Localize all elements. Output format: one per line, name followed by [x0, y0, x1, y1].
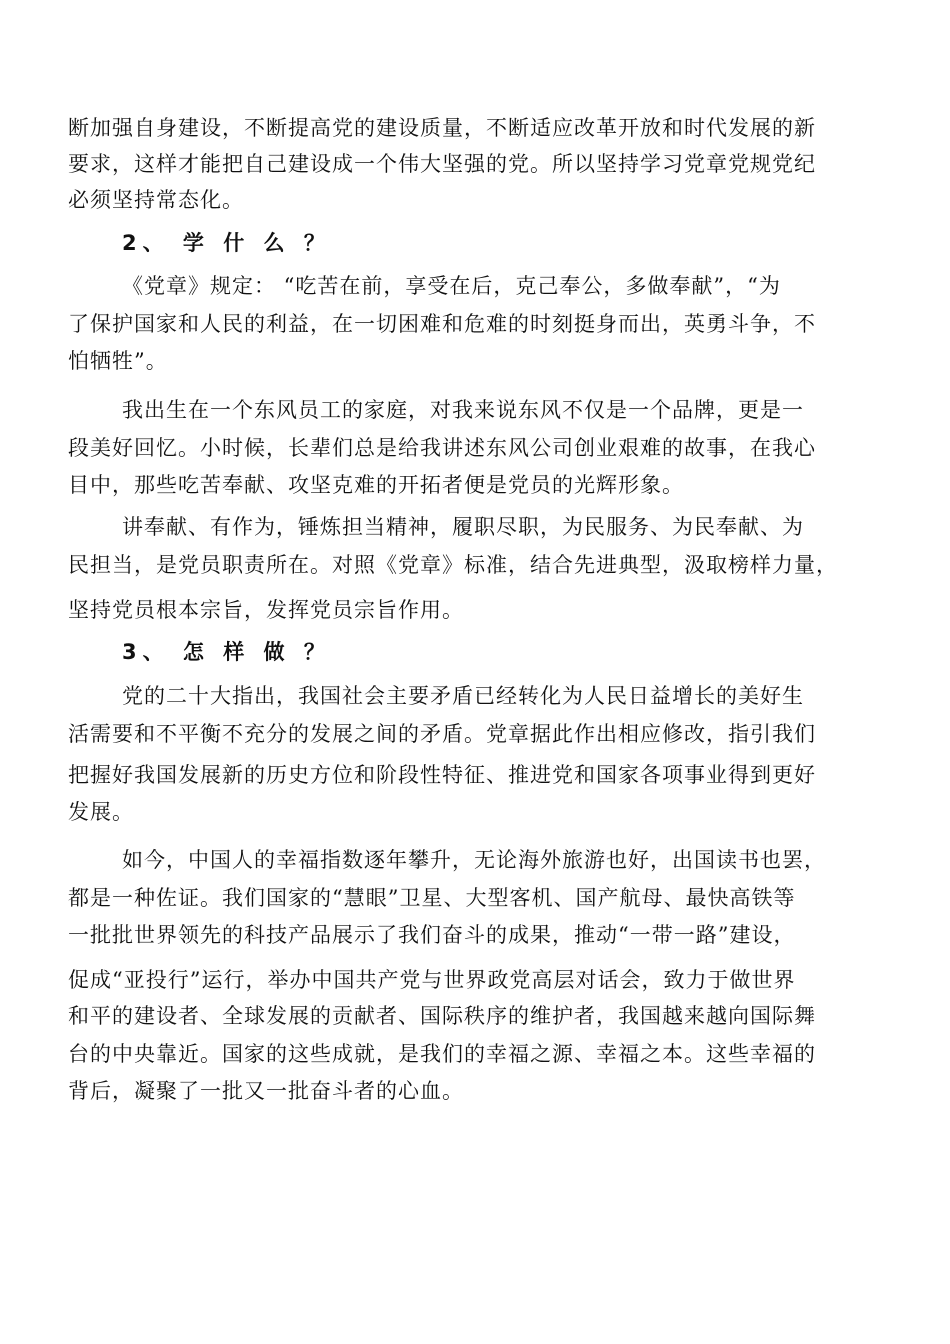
- body-text-line: 党的二十大指出，我国社会主要矛盾已经转化为人民日益增长的美好生: [122, 684, 804, 708]
- body-text-line: 一批批世界领先的科技产品展示了我们奋斗的成果，推动“一带一路”建设，: [68, 923, 796, 947]
- body-text-line: 《党章》规定： “吃苦在前，享受在后，克己奉公，多做奉献”，“为: [122, 274, 781, 298]
- body-text-line: 要求，这样才能把自己建设成一个伟大坚强的党。所以坚持学习党章党规党纪: [68, 152, 816, 176]
- body-text-line: 都是一种佐证。我们国家的“慧眼”卫星、大型客机、国产航母、最快高铁等: [68, 886, 796, 910]
- section-heading: 3、 怎 样 做 ？: [122, 640, 331, 664]
- body-text-line: 段美好回忆。小时候，长辈们总是给我讲述东风公司创业艰难的故事，在我心: [68, 436, 816, 460]
- body-text-line: 讲奉献、有作为，锤炼担当精神，履职尽职，为民服务、为民奉献、为: [122, 515, 804, 539]
- body-text-line: 目中，那些吃苦奉献、攻坚克难的开拓者便是党员的光辉形象。: [68, 473, 684, 497]
- body-text-line: 我出生在一个东风员工的家庭，对我来说东风不仅是一个品牌，更是一: [122, 398, 804, 422]
- body-text-line: 活需要和不平衡不充分的发展之间的矛盾。党章据此作出相应修改，指引我们: [68, 722, 816, 746]
- body-text-line: 了保护国家和人民的利益，在一切困难和危难的时刻挺身而出，英勇斗争，不: [68, 312, 816, 336]
- body-text-line: 必须坚持常态化。: [68, 188, 244, 212]
- body-text-line: 断加强自身建设，不断提高党的建设质量，不断适应改革开放和时代发展的新: [68, 116, 816, 140]
- section-heading: 2、 学 什 么 ？: [122, 231, 331, 255]
- body-text-line: 民担当，是党员职责所在。对照《党章》标准，结合先进典型，汲取榜样力量，: [68, 553, 838, 577]
- body-text-line: 把握好我国发展新的历史方位和阶段性特征、推进党和国家各项事业得到更好: [68, 763, 816, 787]
- body-text-line: 背后，凝聚了一批又一批奋斗者的心血。: [68, 1079, 464, 1103]
- body-text-line: 如今，中国人的幸福指数逐年攀升，无论海外旅游也好，出国读书也罢，: [122, 848, 826, 872]
- body-text-line: 发展。: [68, 800, 134, 824]
- body-text-line: 促成“亚投行”运行，举办中国共产党与世界政党高层对话会，致力于做世界: [68, 968, 796, 992]
- body-text-line: 坚持党员根本宗旨，发挥党员宗旨作用。: [68, 598, 464, 622]
- body-text-line: 怕牺牲”。: [68, 349, 168, 373]
- body-text-line: 台的中央靠近。国家的这些成就，是我们的幸福之源、幸福之本。这些幸福的: [68, 1042, 816, 1066]
- body-text-line: 和平的建设者、全球发展的贡献者、国际秩序的维护者，我国越来越向国际舞: [68, 1004, 816, 1028]
